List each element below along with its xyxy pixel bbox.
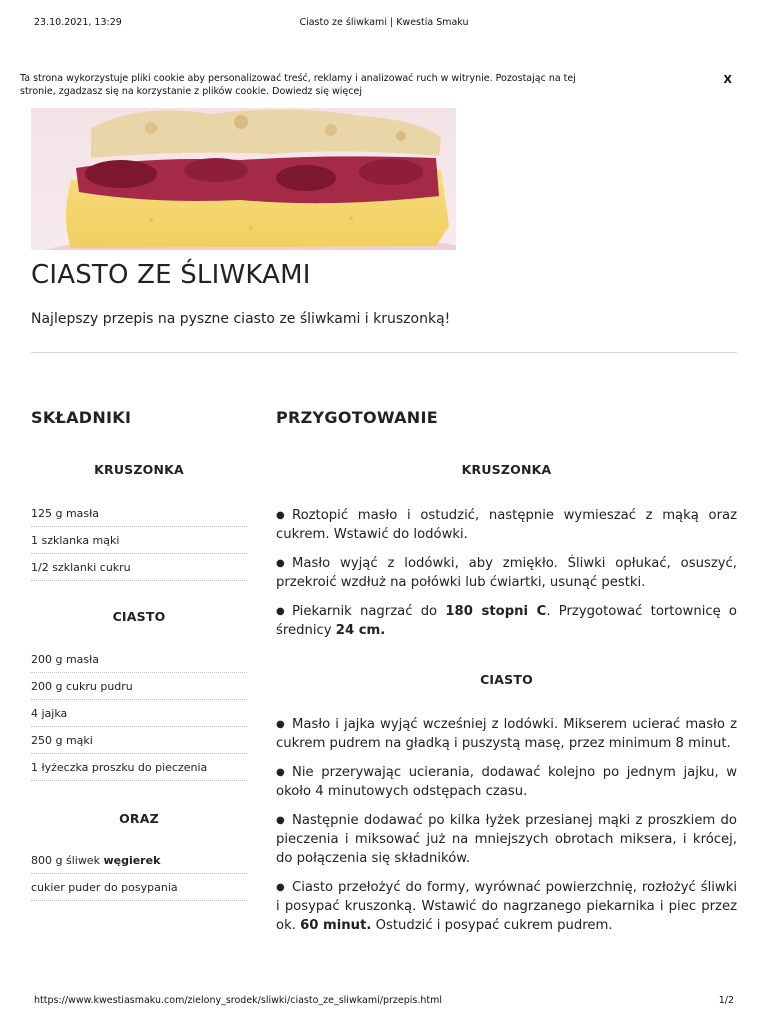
ingredient-item: 125 g masła: [31, 500, 247, 527]
step-item: ● Nie przerywając ucierania, dodawać kolejno po jednym jajku, w około 4 minutowych odstępach czasu.: [276, 765, 737, 799]
step-item: ● Roztopić masło i ostudzić, następnie wymieszać z mąką oraz cukrem. Wstawić do lodówki.: [276, 508, 737, 542]
step-item: ● Ciasto przełożyć do formy, wyrównać powierzchnię, rozłożyć śliwki i posypać kruszonką. Wstawić do nagrzanego piekarnika i piec przez ok. 60 minut. Ostudzić i posypać cukrem pudrem.: [276, 880, 737, 933]
ingredient-item: 200 g cukru pudru: [31, 673, 247, 700]
print-header: [0, 17, 768, 31]
cookie-message: Ta strona wykorzystuje pliki cookie aby personalizować treść, reklamy i analizować ruch w witrynie. Pozostając na tej stronie, zgadzasz się na korzystanie z plików cookie. Dowiedz się więcej: [20, 73, 576, 97]
preparation-heading: PRZYGOTOWANIE: [276, 408, 438, 427]
ingredients-list: [31, 847, 247, 901]
ingredients-group-title: ORAZ: [119, 811, 159, 826]
bullet-icon: ●: [276, 558, 285, 569]
step-item: ● Masło i jajka wyjąć wcześniej z lodówki. Mikserem ucierać masło z cukrem pudrem na gładką i puszystą masę, przez minimum 8 minut.: [276, 717, 737, 751]
cookie-notice: [20, 72, 740, 98]
ingredient-item: 1 łyżeczka proszku do pieczenia: [31, 754, 247, 781]
divider: [31, 352, 737, 353]
bullet-icon: ●: [276, 606, 285, 617]
step-item: ● Piekarnik nagrzać do 180 stopni C. Przygotować tortownicę o średnicy 24 cm.: [276, 604, 738, 638]
ingredient-item: 1 szklanka mąki: [31, 527, 247, 554]
bullet-icon: ●: [276, 767, 285, 778]
bullet-icon: ●: [276, 510, 285, 521]
ingredient-item: 4 jajka: [31, 700, 247, 727]
print-page-title: Ciasto ze śliwkami | Kwestia Smaku: [299, 17, 469, 28]
page-number: 1/2: [718, 995, 734, 1006]
preparation-section: [276, 408, 737, 945]
ingredients-group-title: CIASTO: [112, 609, 166, 624]
bullet-icon: ●: [276, 815, 285, 826]
cookie-close-button[interactable]: X: [723, 73, 732, 86]
steps-list: [276, 506, 737, 640]
print-url: https://www.kwestiasmaku.com/zielony_srodek/sliwki/ciasto_ze_sliwkami/przepis.html: [34, 995, 443, 1006]
ingredient-item: [31, 847, 247, 874]
print-date: 23.10.2021, 13:29: [34, 17, 122, 28]
bullet-icon: ●: [276, 882, 285, 893]
ingredient-item: 200 g masła: [31, 646, 247, 673]
ingredients-heading: SKŁADNIKI: [31, 408, 132, 427]
ingredients-list: [31, 646, 247, 781]
ingredient-emphasis: węgierek: [103, 854, 161, 867]
ingredient-item: 1/2 szklanki cukru: [31, 554, 247, 581]
recipe-hero-image: [31, 108, 456, 250]
recipe-lead: Najlepszy przepis na pyszne ciasto ze śliwkami i kruszonką!: [31, 311, 451, 327]
ingredients-group-title: KRUSZONKA: [94, 462, 184, 477]
plum-cake-photo: [31, 108, 456, 250]
step-item: ● Masło wyjąć z lodówki, aby zmiękło. Śliwki opłukać, osuszyć, przekroić wzdłuż na połówki lub ćwiartki, usunąć pestki.: [276, 556, 737, 590]
steps-list: [276, 715, 737, 935]
bullet-icon: ●: [276, 719, 285, 730]
recipe-title: CIASTO ZE ŚLIWKAMI: [31, 260, 311, 290]
step-item: ● Następnie dodawać po kilka łyżek przesianej mąki z proszkiem do pieczenia i miksować już na mniejszych obrotach miksera, i krócej, do połączenia się składników.: [276, 813, 737, 866]
ingredient-text: 800 g śliwek: [31, 854, 104, 867]
ingredient-item: 250 g mąki: [31, 727, 247, 754]
preparation-group-title: KRUSZONKA: [461, 462, 552, 477]
ingredients-list: [31, 500, 247, 581]
ingredients-section: [31, 408, 247, 901]
preparation-group-title: CIASTO: [480, 672, 533, 687]
ingredient-item: cukier puder do posypania: [31, 874, 247, 901]
